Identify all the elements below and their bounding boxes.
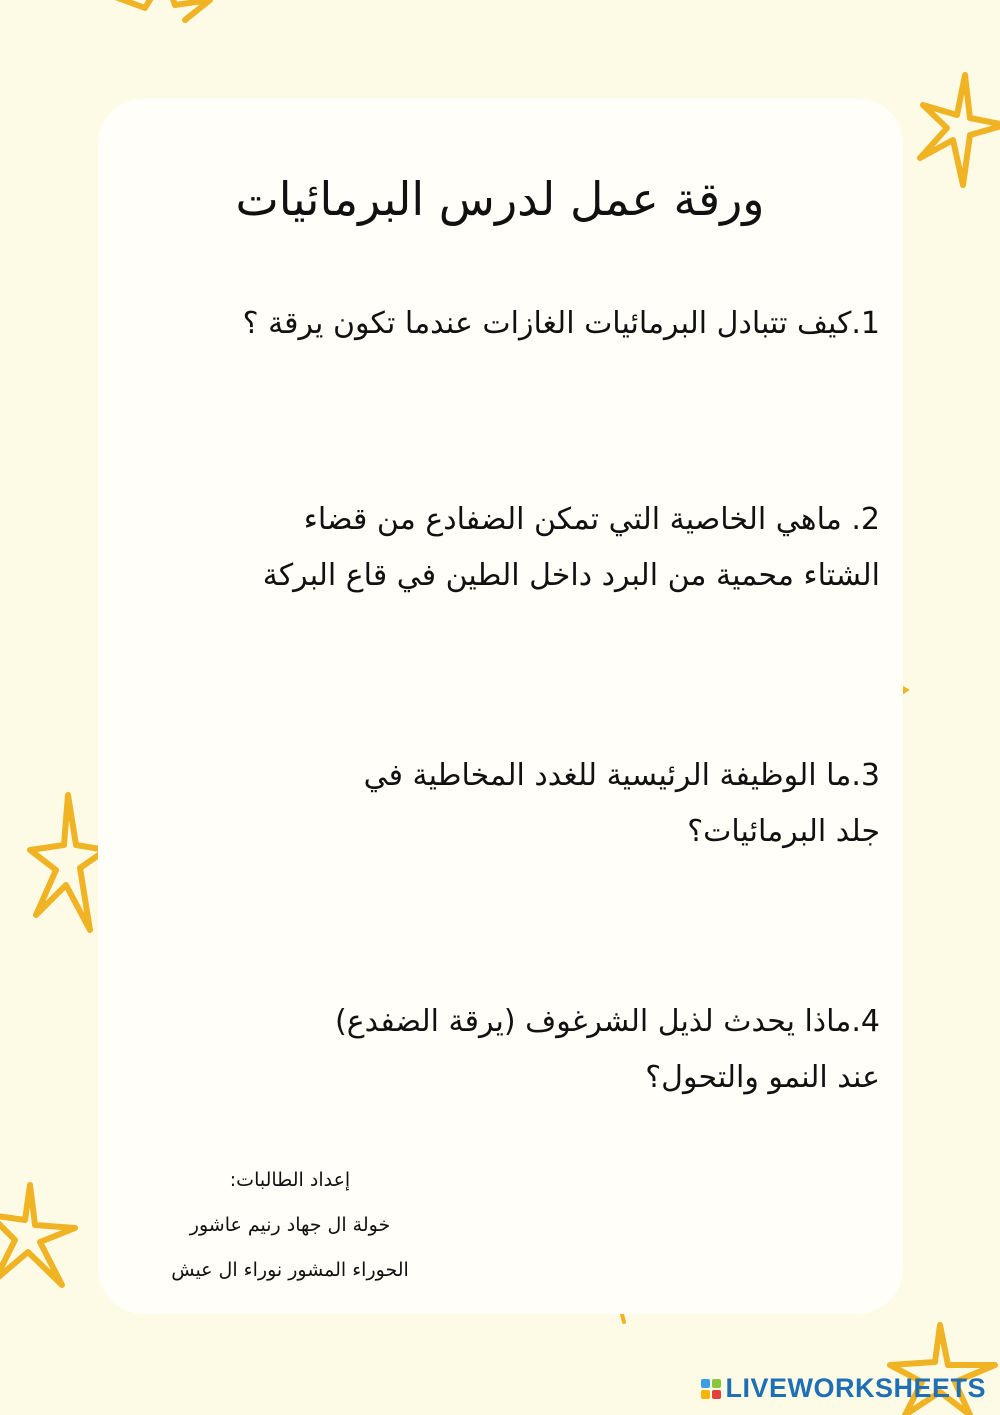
brand-logo-icon [701,1379,721,1399]
credits-names-1: خولة ال جهاد رنيم عاشور [189,1214,391,1236]
star-icon [105,0,215,30]
star-icon [618,1312,630,1326]
question-line: 3.ما الوظيفة الرئيسية للغدد المخاطية في [363,758,880,793]
credits [130,1158,450,1293]
star-icon [0,1180,80,1290]
question-line: عند النمو والتحول؟ [645,1060,880,1095]
liveworksheets-brand[interactable] [701,1373,986,1404]
question-2 [263,492,880,604]
question-line: 2. ماهي الخاصية التي تمكن الضفادع من قضاء [303,502,880,537]
question-line: الشتاء محمية من البرد داخل الطين في قاع البركة [262,558,880,593]
worksheet-title: ورقة عمل لدرس البرمائيات [235,172,765,226]
question-1 [243,296,880,352]
star-icon [28,790,108,940]
question-line: 1.كيف تتبادل البرمائيات الغازات عندما تكون يرقة ؟ [242,306,880,341]
worksheet-card [98,98,903,1314]
question-line: جلد البرمائيات؟ [687,814,880,849]
question-4 [335,994,880,1106]
question-3 [364,748,880,860]
question-line: 4.ماذا يحدث لذيل الشرغوف (يرقة الضفدع) [334,1004,880,1039]
brand-name: LIVEWORKSHEETS [725,1373,986,1403]
credits-names-2: الحوراء المشور نوراء ال عيش [171,1259,409,1281]
credits-heading: إعداد الطالبات: [229,1169,351,1191]
